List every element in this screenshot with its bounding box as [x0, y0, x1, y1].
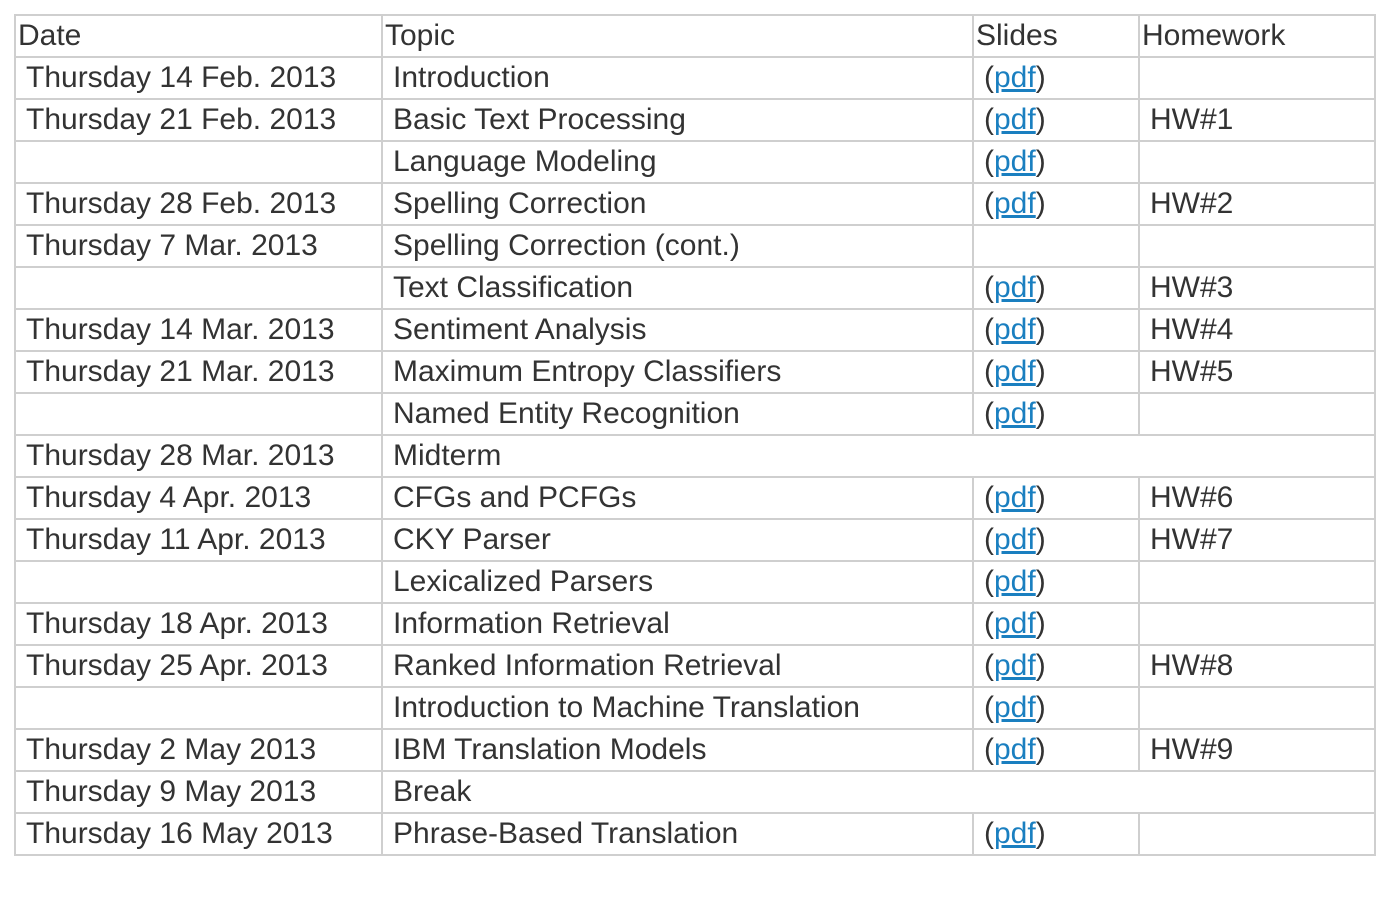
date-cell: Thursday 25 Apr. 2013 — [15, 645, 382, 687]
table-row — [15, 225, 1375, 267]
topic-cell: Text Classification — [382, 267, 973, 309]
paren-close: ) — [1035, 313, 1046, 346]
homework-cell: HW#9 — [1139, 729, 1375, 771]
pdf-link[interactable]: pdf — [994, 61, 1036, 94]
pdf-link[interactable]: pdf — [994, 649, 1036, 682]
paren-close: ) — [1035, 607, 1046, 640]
slides-cell — [973, 57, 1139, 99]
date-cell — [15, 561, 382, 603]
date-cell — [15, 141, 382, 183]
table-row — [15, 99, 1375, 141]
slides-cell — [973, 477, 1139, 519]
paren-close: ) — [1035, 271, 1046, 304]
slides-cell — [973, 99, 1139, 141]
pdf-link[interactable]: pdf — [994, 271, 1036, 304]
paren-open: ( — [984, 649, 994, 682]
table-row — [15, 183, 1375, 225]
paren-close: ) — [1035, 355, 1046, 388]
paren-open: ( — [984, 733, 994, 766]
topic-cell: Maximum Entropy Classifiers — [382, 351, 973, 393]
topic-cell: Phrase-Based Translation — [382, 813, 973, 855]
date-cell: Thursday 28 Feb. 2013 — [15, 183, 382, 225]
pdf-link[interactable]: pdf — [994, 355, 1036, 388]
pdf-link[interactable]: pdf — [994, 145, 1036, 178]
pdf-link[interactable]: pdf — [994, 103, 1036, 136]
header-date: Date — [15, 15, 382, 57]
slides-cell — [973, 813, 1139, 855]
date-cell — [15, 393, 382, 435]
topic-cell: CFGs and PCFGs — [382, 477, 973, 519]
homework-cell — [1139, 393, 1375, 435]
slides-cell — [973, 141, 1139, 183]
header-topic: Topic — [382, 15, 973, 57]
paren-close: ) — [1035, 145, 1046, 178]
paren-close: ) — [1035, 565, 1046, 598]
paren-open: ( — [984, 61, 994, 94]
schedule-body — [15, 57, 1375, 855]
slides-cell — [973, 687, 1139, 729]
paren-close: ) — [1035, 481, 1046, 514]
schedule-table — [14, 14, 1376, 856]
date-cell: Thursday 28 Mar. 2013 — [15, 435, 382, 477]
table-row — [15, 57, 1375, 99]
date-cell: Thursday 7 Mar. 2013 — [15, 225, 382, 267]
homework-cell — [1139, 561, 1375, 603]
homework-cell: HW#3 — [1139, 267, 1375, 309]
date-cell — [15, 687, 382, 729]
topic-cell: Introduction to Machine Translation — [382, 687, 973, 729]
paren-open: ( — [984, 145, 994, 178]
paren-close: ) — [1035, 817, 1046, 850]
date-cell: Thursday 16 May 2013 — [15, 813, 382, 855]
paren-open: ( — [984, 481, 994, 514]
pdf-link[interactable]: pdf — [994, 607, 1036, 640]
slides-cell — [973, 351, 1139, 393]
paren-open: ( — [984, 607, 994, 640]
topic-cell: Ranked Information Retrieval — [382, 645, 973, 687]
paren-close: ) — [1035, 691, 1046, 724]
topic-cell: Basic Text Processing — [382, 99, 973, 141]
table-row — [15, 771, 1375, 813]
table-row — [15, 519, 1375, 561]
topic-cell: Lexicalized Parsers — [382, 561, 973, 603]
paren-close: ) — [1035, 103, 1046, 136]
topic-cell: Language Modeling — [382, 141, 973, 183]
topic-cell: Named Entity Recognition — [382, 393, 973, 435]
homework-cell: HW#8 — [1139, 645, 1375, 687]
header-homework: Homework — [1139, 15, 1375, 57]
table-row — [15, 393, 1375, 435]
paren-open: ( — [984, 397, 994, 430]
pdf-link[interactable]: pdf — [994, 817, 1036, 850]
slides-cell — [973, 393, 1139, 435]
topic-cell: Information Retrieval — [382, 603, 973, 645]
homework-cell — [1139, 813, 1375, 855]
homework-cell: HW#5 — [1139, 351, 1375, 393]
pdf-link[interactable]: pdf — [994, 733, 1036, 766]
paren-close: ) — [1035, 187, 1046, 220]
date-cell: Thursday 9 May 2013 — [15, 771, 382, 813]
paren-close: ) — [1035, 61, 1046, 94]
homework-cell: HW#2 — [1139, 183, 1375, 225]
slides-cell — [973, 225, 1139, 267]
paren-open: ( — [984, 565, 994, 598]
homework-cell: HW#7 — [1139, 519, 1375, 561]
table-row — [15, 645, 1375, 687]
homework-cell: HW#4 — [1139, 309, 1375, 351]
homework-cell: HW#1 — [1139, 99, 1375, 141]
slides-cell — [973, 729, 1139, 771]
date-cell: Thursday 14 Mar. 2013 — [15, 309, 382, 351]
date-cell: Thursday 4 Apr. 2013 — [15, 477, 382, 519]
topic-cell: Spelling Correction (cont.) — [382, 225, 973, 267]
pdf-link[interactable]: pdf — [994, 313, 1036, 346]
date-cell: Thursday 18 Apr. 2013 — [15, 603, 382, 645]
slides-cell — [973, 645, 1139, 687]
paren-open: ( — [984, 523, 994, 556]
paren-open: ( — [984, 691, 994, 724]
table-row — [15, 435, 1375, 477]
topic-cell: Sentiment Analysis — [382, 309, 973, 351]
topic-cell: Spelling Correction — [382, 183, 973, 225]
pdf-link[interactable]: pdf — [994, 187, 1036, 220]
table-row — [15, 267, 1375, 309]
event-cell: Break — [382, 771, 1375, 813]
table-row — [15, 813, 1375, 855]
pdf-link[interactable]: pdf — [994, 691, 1036, 724]
table-row — [15, 603, 1375, 645]
pdf-link[interactable]: pdf — [994, 481, 1036, 514]
paren-close: ) — [1035, 523, 1046, 556]
slides-cell — [973, 603, 1139, 645]
homework-cell — [1139, 225, 1375, 267]
date-cell: Thursday 2 May 2013 — [15, 729, 382, 771]
slides-cell — [973, 183, 1139, 225]
table-row — [15, 687, 1375, 729]
date-cell: Thursday 21 Feb. 2013 — [15, 99, 382, 141]
header-slides: Slides — [973, 15, 1139, 57]
homework-cell: HW#6 — [1139, 477, 1375, 519]
slides-cell — [973, 267, 1139, 309]
paren-open: ( — [984, 817, 994, 850]
paren-open: ( — [984, 313, 994, 346]
date-cell: Thursday 11 Apr. 2013 — [15, 519, 382, 561]
pdf-link[interactable]: pdf — [994, 397, 1036, 430]
date-cell — [15, 267, 382, 309]
date-cell: Thursday 21 Mar. 2013 — [15, 351, 382, 393]
topic-cell: CKY Parser — [382, 519, 973, 561]
slides-cell — [973, 309, 1139, 351]
paren-open: ( — [984, 271, 994, 304]
event-cell: Midterm — [382, 435, 1375, 477]
table-row — [15, 729, 1375, 771]
date-cell: Thursday 14 Feb. 2013 — [15, 57, 382, 99]
table-row — [15, 561, 1375, 603]
table-row — [15, 351, 1375, 393]
paren-open: ( — [984, 187, 994, 220]
homework-cell — [1139, 141, 1375, 183]
topic-cell: Introduction — [382, 57, 973, 99]
paren-open: ( — [984, 355, 994, 388]
paren-close: ) — [1035, 733, 1046, 766]
table-row — [15, 477, 1375, 519]
paren-close: ) — [1035, 397, 1046, 430]
homework-cell — [1139, 57, 1375, 99]
pdf-link[interactable]: pdf — [994, 523, 1036, 556]
paren-close: ) — [1035, 649, 1046, 682]
pdf-link[interactable]: pdf — [994, 565, 1036, 598]
topic-cell: IBM Translation Models — [382, 729, 973, 771]
homework-cell — [1139, 603, 1375, 645]
homework-cell — [1139, 687, 1375, 729]
paren-open: ( — [984, 103, 994, 136]
slides-cell — [973, 561, 1139, 603]
table-row — [15, 141, 1375, 183]
table-row — [15, 309, 1375, 351]
slides-cell — [973, 519, 1139, 561]
header-row — [15, 15, 1375, 57]
